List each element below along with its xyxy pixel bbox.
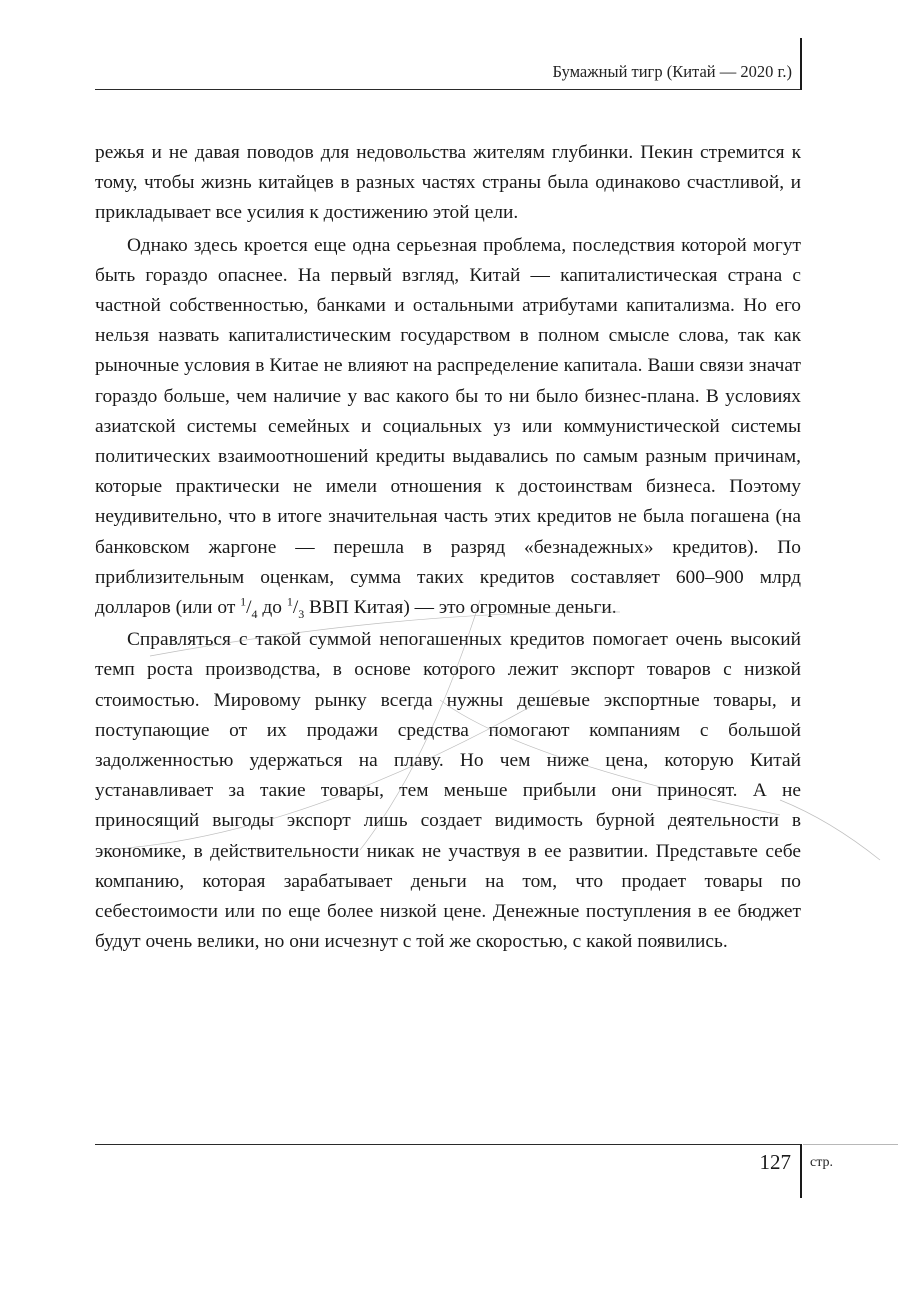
header-rule xyxy=(95,89,801,90)
footer-rule xyxy=(95,1144,801,1145)
page-body xyxy=(95,138,801,957)
paragraph-1: режья и не давая поводов для недовольства жителям глубинки. Пекин стремится к тому, чтобы жизнь китайцев в разных частях страны была одинаково счастливой, и прикладывает все усилия к достижению этой цели. xyxy=(95,142,801,224)
header-vertical-bar xyxy=(800,38,802,90)
fraction-1-denominator: 4 xyxy=(251,606,258,621)
paragraph-3: Справляться с такой суммой непогашенных кредитов помогает очень высокий темп роста производства, в основе которого лежит экспорт товаров с низкой стоимостью. Мировому рынку всегда нужны дешевые экспортные товары, и поступающие от их продажи средства помогают компаниям с большой задолженностью удержаться на плаву. Но чем ниже цена, которую Китай устанавливает за такие товары, тем меньше прибыли они приносят. А не приносящий выгоды экспорт лишь создает видимость бурной деятельности в экономике, в действительности никак не участвуя в ее развитии. Представьте себе компанию, которая зарабатывает деньги на том, что продает товары по себестоимости или по еще более низкой цене. Денежные поступления в ее бюджет будут очень велики, но они исчезнут с той же скоростью, с какой появились. xyxy=(95,629,801,953)
fraction-2-denominator: 3 xyxy=(298,606,305,621)
paragraph-2-part-c: ВВП Китая) — это огромные деньги. xyxy=(304,597,617,619)
paragraph-2-part-a: Однако здесь кроется еще одна серьезная проблема, последствия которой могут быть гораздо опаснее. На первый взгляд, Китай — капиталистическая страна с частной собственностью, банками и остальными атрибутами капитализма. Но его нельзя назвать капиталистическим государством в полном смысле слова, так как рыночные условия в Китае не влияют на распределение капитала. Ваши связи значат гораздо больше, чем наличие у вас какого бы то ни было бизнес-плана. В условиях азиатской системы семейных и социальных уз или коммунистической системы политических взаимоотношений кредиты выдавались по самым разным причинам, которые практически не имели отношения к достоинствам бизнеса. Поэтому неудивительно, что в итоге значительная часть этих кредитов не была погашена (на банковском жаргоне — перешла в разряд «безнадежных» кредитов). По приблизительным оценкам, сумма таких кредитов составляет 600–900 млрд долларов (или от xyxy=(95,234,801,619)
page-label: стр. xyxy=(810,1155,834,1170)
page-number: 127 xyxy=(759,1150,791,1174)
paragraph-2: Однако здесь кроется еще одна серьезная проблема, последствия которой могут быть гораздо опаснее. На первый взгляд, Китай — капиталистическая страна с частной собственностью, банками и остальными атрибутами капитализма. Но его нельзя назвать капиталистическим государством в полном смысле слова, так как рыночные условия в Китае не влияют на распределение капитала. Ваши связи значат гораздо больше, чем наличие у вас какого бы то ни было бизнес-плана. В условиях азиатской системы семейных и социальных уз или коммунистической системы политических взаимоотношений кредиты выдавались по самым разным причинам, которые практически не имели отношения к достоинствам бизнеса. Поэтому неудивительно, что в итоге значительная часть этих кредитов не была погашена (на банковском жаргоне — перешла в разряд «безнадежных» кредитов). По приблизительным оценкам, сумма таких кредитов составляет 600–900 млрд долларов (или от $^1/_4$ до $^1/_3$ ВВП Китая) — это огромные деньги. xyxy=(95,234,801,621)
running-header-title: Бумажный тигр (Китай — 2020 г.) xyxy=(552,62,792,81)
footer-rule-right xyxy=(803,1144,898,1145)
fraction-2-numerator: 1 xyxy=(286,594,293,609)
footer-vertical-bar xyxy=(800,1144,802,1198)
fraction-1-numerator: 1 xyxy=(240,594,247,609)
paragraph-2-part-b: до xyxy=(257,597,287,619)
